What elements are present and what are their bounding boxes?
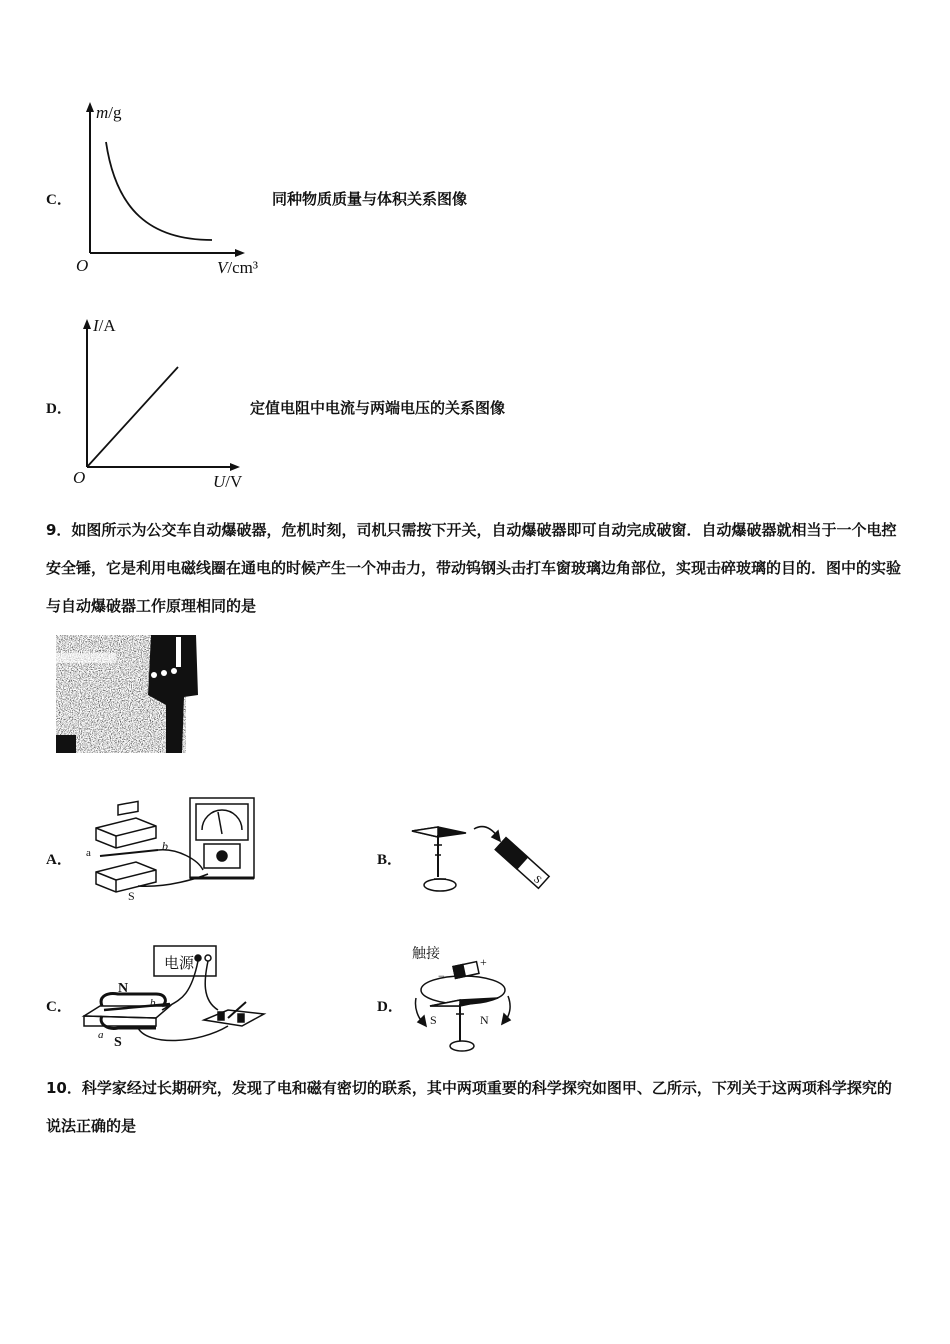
option-d9-text-plus: + xyxy=(480,955,487,969)
option-c-caption: 同种物质质量与体积关系图像 xyxy=(272,190,468,208)
option-d9-text-s: S xyxy=(430,1013,437,1027)
origin-label: O xyxy=(76,256,89,275)
option-c9-text-n: N xyxy=(118,981,129,996)
option-b-svg xyxy=(408,815,558,900)
option-a-figure xyxy=(78,790,263,900)
option-d9-figure xyxy=(408,942,528,1057)
option-c9-svg xyxy=(78,940,268,1050)
option-c9-figure xyxy=(78,940,268,1050)
y-axis-arrow xyxy=(86,102,94,112)
option-b-figure xyxy=(408,815,558,900)
option-a-text-b: b xyxy=(162,839,168,853)
y-axis-arrow xyxy=(83,319,91,329)
question-10-text: 10．科学家经过长期研究，发现了电和磁有密切的联系，其中两项重要的科学探究如图甲、乙所示，下列关于这两项科学探究的说法正确的是 xyxy=(46,1079,892,1135)
option-a-svg xyxy=(78,790,263,900)
option-c9-text-a: a xyxy=(98,1029,104,1041)
x-axis-label: U/V xyxy=(213,472,243,491)
option-d9-text-minus: − xyxy=(438,969,445,983)
option-d9-label: D． xyxy=(377,999,403,1015)
option-d9-text-touch: 触接 xyxy=(412,947,440,962)
mass-volume-graph xyxy=(70,100,280,280)
option-a-text-s: S xyxy=(128,889,135,900)
origin-label: O xyxy=(73,468,86,487)
breaker-photo xyxy=(56,635,201,753)
mass-volume-graph-svg xyxy=(70,100,280,280)
y-axis-label: I/A xyxy=(93,316,116,335)
current-voltage-graph-svg xyxy=(70,312,270,487)
proportional-line xyxy=(87,367,178,467)
option-c9-label: C． xyxy=(46,999,72,1015)
option-d9-svg xyxy=(408,942,528,1057)
option-d-caption: 定值电阻中电流与两端电压的关系图像 xyxy=(250,399,506,417)
option-a-text-a: a xyxy=(86,847,91,859)
y-axis-label: m/g xyxy=(96,103,122,122)
option-b-label: B． xyxy=(377,852,403,868)
x-axis-arrow xyxy=(230,463,240,471)
option-c9-text-s: S xyxy=(114,1035,122,1050)
current-voltage-graph xyxy=(70,312,270,487)
option-d9-text-n: N xyxy=(480,1013,489,1027)
x-axis-arrow xyxy=(235,249,245,257)
x-axis-label: V/cm³ xyxy=(217,258,258,277)
option-c9-text-power: 电源 xyxy=(164,956,195,972)
option-c9-text-b: b xyxy=(150,997,156,1009)
option-c-label: C． xyxy=(46,192,72,208)
question-9-text: 9．如图所示为公交车自动爆破器，危机时刻，司机只需按下开关，自动爆破器即可自动完成破窗．自动爆破器就相当于一个电控安全锤，它是利用电磁线圈在通电的时候产生一个冲击力，带动钨钢头击打车窗玻璃边角部位，实现击碎玻璃的目的．图中的实验与自动爆破器工作原理相同的是 xyxy=(46,521,902,615)
option-a-label: A． xyxy=(46,852,72,868)
inverse-curve xyxy=(106,142,212,240)
option-d-label: D． xyxy=(46,401,72,417)
breaker-photo-svg xyxy=(56,635,201,753)
option-b-text-s: S xyxy=(531,873,544,887)
